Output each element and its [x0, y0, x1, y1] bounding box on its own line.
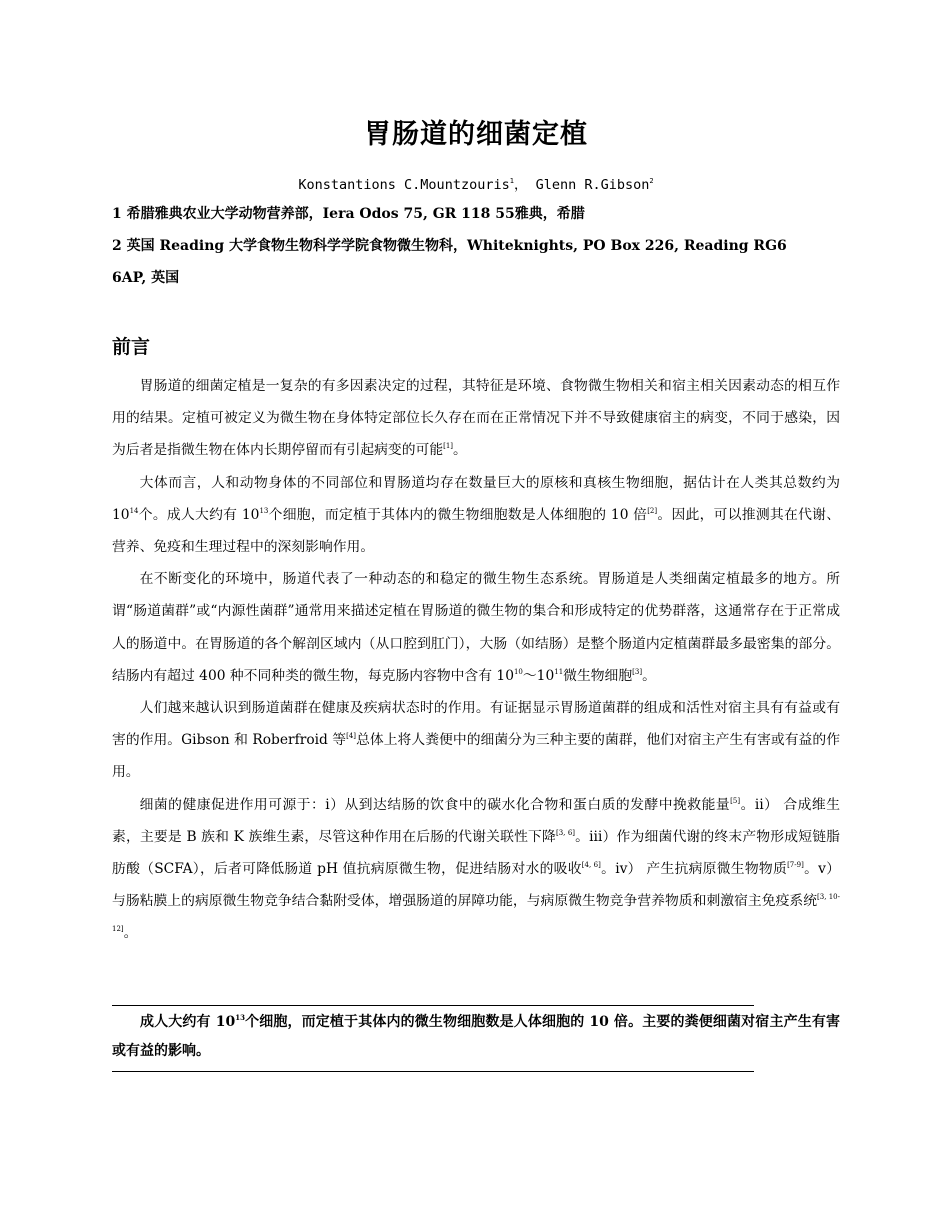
paragraph-text: 微生物细胞	[563, 667, 633, 684]
paragraph	[112, 692, 840, 789]
author-affiliation-mark: 2	[649, 177, 654, 185]
paragraph-text: ～10	[522, 667, 555, 684]
paragraph-text: 大体而言，人和动物身体的不同部位和胃肠道均存在数量巨大的原核和真核生物细胞，据估计在人类其总数约为 10	[112, 474, 840, 523]
body-text	[112, 370, 840, 950]
paragraph-text: 总体上将人粪便中的细菌分为三种主要的菌群，他们对宿主产生有害或有益的作用。	[112, 732, 841, 781]
paragraph-text: 。ⅴ） 与肠粘膜上的病原微生物竞争结合黏附受体，增强肠道的屏障功能，与病原微生物竞争营养物质和刺激宿主免疫系统	[112, 861, 840, 910]
paragraph-text: 。ⅲ）作为细菌代谢的终末产物形成短链脂肪酸（SCFA），后者可降低肠道 pH 值抗病原微生物，促进结肠对水的吸收	[112, 828, 840, 878]
exponent: 10	[513, 667, 523, 676]
paragraph	[112, 370, 840, 467]
citation-ref[interactable]: [2]	[647, 506, 658, 515]
exponent: 11	[554, 667, 564, 676]
paragraph-text: 人们越来越认识到肠道菌群在健康及疾病状态时的作用。有证据显示胃肠道菌群的组成和活性对宿主具有有益或有害的作用。Gibson 和 Roberfroid 等	[112, 700, 840, 749]
citation-ref[interactable]: [1]	[443, 442, 454, 451]
affiliation-1: 1 希腊雅典农业大学动物营养部，Iera Odos 75, GR 118 55雅典，希腊	[112, 206, 585, 222]
author-affiliation-mark: 1	[509, 177, 514, 185]
paragraph-text: 。ⅱ） 合成维生素，主要是 B 族和 K 族维生素，尽管这种作用在后肠的代谢关联性下降	[112, 796, 840, 845]
author-name: Konstantions C.Mountzouris	[298, 177, 510, 193]
highlight-text-part: 成人大约有 10	[140, 1014, 236, 1030]
exponent: 13	[259, 506, 269, 515]
author-name: Glenn R.Gibson	[535, 177, 650, 193]
paragraph-text: 胃肠道的细菌定植是一复杂的有多因素决定的过程，其特征是环境、食物微生物相关和宿主相关因素动态的相互作用的结果。定植可被定义为微生物在身体特定部位长久存在而在正常情况下并不导致健康宿主的病变，不同于感染，因为后者是指微生物在体内长期停留而有引起病变的可能	[112, 378, 840, 459]
citation-ref[interactable]: [4, 6]	[581, 861, 601, 870]
paragraph	[112, 789, 840, 950]
citation-ref[interactable]: [3]	[632, 667, 643, 676]
exponent: 13	[235, 1013, 245, 1022]
citation-ref[interactable]: [3, 10-12]	[112, 893, 840, 934]
paragraph-text: 个。成人大约有 10	[138, 506, 260, 523]
affiliation-2-continued: 6AP, 英国	[112, 270, 180, 286]
paragraph-text: 个细胞，而定植于其体内的微生物细胞数是人体细胞的 10 倍	[268, 506, 648, 523]
author-separator: ，	[513, 177, 528, 193]
citation-ref[interactable]: [5]	[730, 796, 741, 805]
citation-ref[interactable]: [3, 6]	[556, 828, 575, 837]
citation-ref[interactable]: [7-9]	[787, 861, 804, 870]
document-title: 胃肠道的细菌定植	[364, 119, 588, 150]
highlight-text-part: 个细胞，而定植于其体内的微生物细胞数是人体细胞的 10 倍。主要的粪便细菌对宿主产生有害或有益的影响。	[112, 1014, 841, 1059]
paragraph-text: 。	[642, 667, 656, 684]
paragraph-text: 。	[123, 925, 138, 942]
affiliation-2: 2 英国 Reading 大学食物生物科学学院食物微生物科，Whiteknights, PO Box 226, Reading RG6	[112, 238, 787, 254]
citation-ref[interactable]: [4]	[346, 732, 357, 741]
paragraph-text: 在不断变化的环境中，肠道代表了一种动态的和稳定的微生物生态系统。胃肠道是人类细菌定植最多的地方。所谓“肠道菌群”或“内源性菌群”通常用来描述定植在胃肠道的微生物的集合和形成特定的优势群落，这通常存在于正常成人的肠道中。在胃肠道的各个解剖区域内（从口腔到肛门），大肠（如结肠）是整个肠道内定植菌群最多最密集的部分。结肠内有超过 400 种不同种类的微生物，每克肠内容物中含有 10	[112, 571, 840, 684]
author-line	[112, 173, 840, 193]
paragraph-text: 。因此，可以推测其在代谢、营养、免疫和生理过程中的深刻影响作用。	[112, 506, 841, 556]
paragraph-text: 。ⅳ） 产生抗病原微生物物质	[600, 861, 788, 878]
paragraph	[112, 563, 840, 692]
section-heading: 前言	[112, 336, 151, 358]
paragraph-text: 细菌的健康促进作用可源于：ⅰ）从到达结肠的饮食中的碳水化合物和蛋白质的发酵中挽救能量	[139, 796, 731, 813]
highlight-text	[112, 1008, 840, 1066]
exponent: 14	[129, 506, 139, 515]
highlight-box	[112, 1005, 841, 1072]
paragraph-text: 。	[453, 442, 467, 459]
paragraph	[112, 467, 840, 564]
